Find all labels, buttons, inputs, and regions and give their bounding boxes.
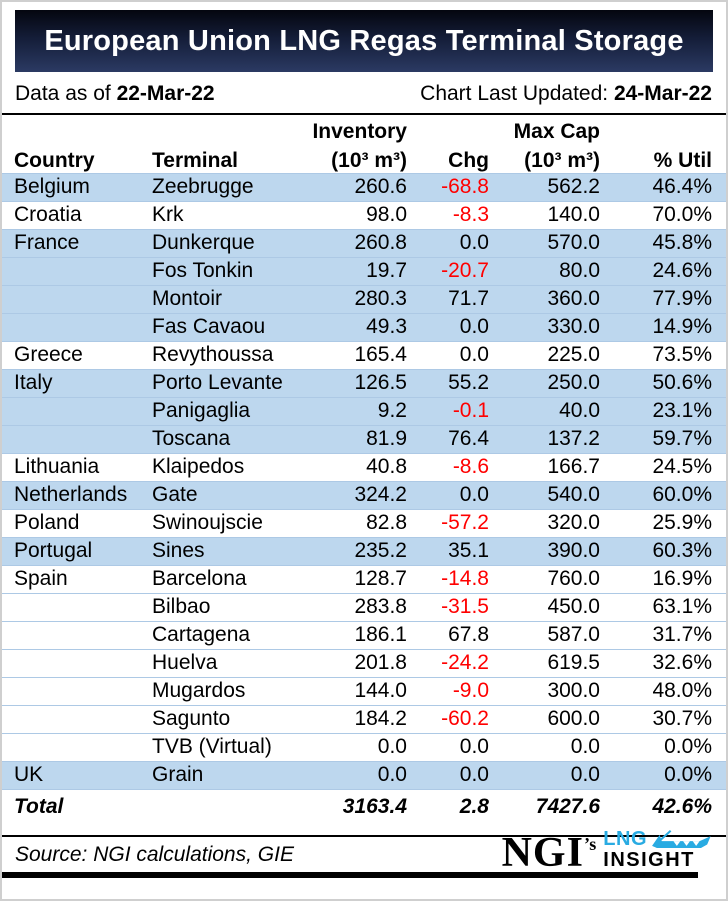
maxcap-cell: 137.2 — [547, 427, 600, 450]
country-cell — [2, 425, 140, 453]
util-cell: 14.9% — [652, 315, 712, 338]
chg-cell: -31.5 — [441, 595, 489, 618]
col-inventory-title: Inventory — [312, 120, 407, 143]
inventory-cell: 9.2 — [377, 399, 407, 422]
terminal-cell: Klaipedos — [152, 455, 245, 478]
terminal-cell: Revythoussa — [152, 343, 274, 366]
util-cell: 77.9% — [652, 287, 712, 310]
util-cell: 23.1% — [652, 399, 712, 422]
util-cell: 30.7% — [652, 707, 712, 730]
table-row — [2, 565, 726, 593]
inventory-cell: 280.3 — [354, 287, 407, 310]
table-row — [2, 649, 726, 677]
util-cell: 0.0% — [664, 735, 712, 758]
terminal-cell: Mugardos — [152, 679, 246, 702]
terminal-cell: Cartagena — [152, 623, 251, 646]
ngi-wordmark: $NGI^{’s}$ — [501, 829, 597, 876]
footer — [15, 828, 712, 876]
country-cell — [2, 397, 140, 425]
table-row — [2, 341, 726, 369]
maxcap-cell: 0.0 — [570, 735, 600, 758]
inventory-cell: 184.2 — [354, 707, 407, 730]
terminal-cell: Bilbao — [152, 595, 211, 618]
table-row — [2, 705, 726, 733]
country-cell: Portugal — [14, 539, 93, 562]
chg-cell: 0.0 — [459, 735, 489, 758]
total-util: 42.6% — [652, 795, 712, 818]
chg-cell: 0.0 — [459, 343, 489, 366]
terminal-cell: Krk — [152, 203, 184, 226]
util-cell: 16.9% — [652, 567, 712, 590]
terminal-cell: Huelva — [152, 651, 218, 674]
data-as-of — [15, 82, 215, 106]
inventory-cell: 260.6 — [354, 175, 407, 198]
chg-cell: 35.1 — [448, 539, 489, 562]
country-cell — [2, 257, 140, 285]
maxcap-cell: 450.0 — [547, 595, 600, 618]
maxcap-cell: 600.0 — [547, 707, 600, 730]
inventory-cell: 0.0 — [377, 735, 407, 758]
util-cell: 31.7% — [652, 623, 712, 646]
maxcap-cell: 80.0 — [559, 259, 600, 282]
country-cell: Italy — [14, 371, 53, 394]
country-cell: Netherlands — [14, 483, 128, 506]
table-row — [2, 369, 726, 397]
inventory-cell: 40.8 — [366, 455, 407, 478]
terminal-cell: Toscana — [152, 427, 231, 450]
insight-label: INSIGHT — [603, 849, 695, 871]
lng-ship-icon — [650, 829, 712, 849]
terminal-cell: Dunkerque — [152, 231, 255, 254]
terminal-cell: Fas Cavaou — [152, 315, 266, 338]
maxcap-cell: 587.0 — [547, 623, 600, 646]
chg-cell: 67.8 — [448, 623, 489, 646]
chg-cell: -60.2 — [441, 707, 489, 730]
total-row — [2, 789, 726, 824]
country-cell — [2, 705, 140, 733]
util-cell: 45.8% — [652, 231, 712, 254]
util-cell: 70.0% — [652, 203, 712, 226]
chg-cell: 71.7 — [448, 287, 489, 310]
last-updated-label: Chart Last Updated: — [420, 82, 614, 105]
col-util-header: % Util — [653, 148, 712, 172]
table-row — [2, 537, 726, 565]
maxcap-cell: 300.0 — [547, 679, 600, 702]
util-cell: 63.1% — [652, 595, 712, 618]
inventory-cell: 19.7 — [366, 259, 407, 282]
inventory-cell: 165.4 — [354, 343, 407, 366]
util-cell: 0.0% — [664, 763, 712, 786]
table-row — [2, 621, 726, 649]
inventory-cell: 201.8 — [354, 651, 407, 674]
maxcap-cell: 760.0 — [547, 567, 600, 590]
total-maxcap: 7427.6 — [535, 795, 600, 818]
table-header — [2, 115, 726, 173]
country-cell: Spain — [14, 567, 68, 590]
country-cell — [2, 649, 140, 677]
util-cell: 24.6% — [652, 259, 712, 282]
chg-cell: -8.3 — [452, 203, 489, 226]
table-row — [2, 453, 726, 481]
terminal-cell: Montoir — [152, 287, 223, 310]
col-maxcap-title: Max Cap — [513, 120, 600, 143]
country-cell — [2, 313, 140, 341]
inventory-cell: 98.0 — [366, 203, 407, 226]
inventory-cell: 260.8 — [354, 231, 407, 254]
chg-cell: 0.0 — [459, 483, 489, 506]
table-row — [2, 257, 726, 285]
country-cell — [2, 677, 140, 705]
maxcap-cell: 0.0 — [570, 763, 600, 786]
inventory-cell: 235.2 — [354, 539, 407, 562]
maxcap-cell: 140.0 — [547, 203, 600, 226]
maxcap-cell: 360.0 — [547, 287, 600, 310]
table-row — [2, 733, 726, 761]
source-note: Source: NGI calculations, GIE — [15, 843, 294, 866]
terminal-cell: Sines — [152, 539, 205, 562]
table-row — [2, 509, 726, 537]
maxcap-cell: 225.0 — [547, 343, 600, 366]
last-updated-value: 24-Mar-22 — [613, 82, 712, 105]
chg-cell: 0.0 — [459, 763, 489, 786]
chg-cell: -0.1 — [452, 399, 489, 422]
country-cell — [2, 285, 140, 313]
table-row — [2, 761, 726, 789]
util-cell: 25.9% — [652, 511, 712, 534]
table-row — [2, 285, 726, 313]
maxcap-cell: 320.0 — [547, 511, 600, 534]
maxcap-cell: 330.0 — [547, 315, 600, 338]
table-row — [2, 425, 726, 453]
table-row — [2, 173, 726, 201]
chg-cell: 0.0 — [459, 315, 489, 338]
total-inventory: 3163.4 — [342, 795, 407, 818]
maxcap-cell: 250.0 — [547, 371, 600, 394]
date-row — [15, 82, 712, 106]
inventory-cell: 144.0 — [354, 679, 407, 702]
col-country-header: Country — [14, 148, 95, 172]
country-cell: UK — [14, 763, 44, 786]
table-row — [2, 397, 726, 425]
chg-cell: 76.4 — [448, 427, 489, 450]
terminal-cell: Gate — [152, 483, 198, 506]
maxcap-cell: 619.5 — [547, 651, 600, 674]
terminal-cell: TVB (Virtual) — [152, 735, 272, 758]
inventory-cell: 0.0 — [377, 763, 407, 786]
inventory-cell: 81.9 — [366, 427, 407, 450]
header-units-row — [2, 115, 726, 144]
chg-cell: -9.0 — [452, 679, 489, 702]
inventory-cell: 128.7 — [354, 567, 407, 590]
table-row — [2, 677, 726, 705]
chg-cell: -24.2 — [441, 651, 489, 674]
table-row — [2, 229, 726, 257]
country-cell: Lithuania — [14, 455, 100, 478]
util-cell: 73.5% — [652, 343, 712, 366]
inventory-cell: 186.1 — [354, 623, 407, 646]
chg-cell: 55.2 — [448, 371, 489, 394]
maxcap-cell: 166.7 — [547, 455, 600, 478]
ngi-apostrophe-s: ’s — [583, 833, 597, 854]
total-chg: 2.8 — [459, 795, 489, 818]
lng-label: LNG — [603, 828, 647, 850]
maxcap-cell: 390.0 — [547, 539, 600, 562]
country-cell: Greece — [14, 343, 83, 366]
data-as-of-value: 22-Mar-22 — [116, 82, 215, 105]
chg-cell: -14.8 — [441, 567, 489, 590]
bottom-bar — [2, 872, 698, 878]
page-title: European Union LNG Regas Terminal Storage — [44, 24, 684, 57]
terminal-cell: Barcelona — [152, 567, 247, 590]
chg-cell: 0.0 — [459, 231, 489, 254]
lng-insight-stack — [603, 829, 712, 870]
country-cell — [2, 593, 140, 621]
inventory-cell: 283.8 — [354, 595, 407, 618]
util-cell: 60.3% — [652, 539, 712, 562]
util-cell: 46.4% — [652, 175, 712, 198]
util-cell: 60.0% — [652, 483, 712, 506]
col-maxcap-units: (10³ m³) — [524, 148, 600, 172]
inventory-cell: 126.5 — [354, 371, 407, 394]
table-row — [2, 593, 726, 621]
util-cell: 48.0% — [652, 679, 712, 702]
last-updated — [420, 82, 712, 106]
terminal-cell: Panigaglia — [152, 399, 251, 422]
maxcap-cell: 570.0 — [547, 231, 600, 254]
title-bar — [15, 10, 713, 72]
country-cell: France — [14, 231, 80, 254]
country-cell: Belgium — [14, 175, 90, 198]
country-cell: Poland — [14, 511, 80, 534]
maxcap-cell: 540.0 — [547, 483, 600, 506]
terminal-cell: Swinoujscie — [152, 511, 263, 534]
header-labels-row — [2, 144, 726, 173]
terminal-cell: Porto Levante — [152, 371, 283, 394]
chg-cell: -20.7 — [441, 259, 489, 282]
total-label: Total — [14, 795, 64, 818]
chg-cell: -68.8 — [441, 175, 489, 198]
table-row — [2, 313, 726, 341]
terminal-cell: Grain — [152, 763, 204, 786]
country-cell — [2, 733, 140, 761]
table-body — [2, 173, 726, 789]
country-cell — [2, 621, 140, 649]
col-terminal-header: Terminal — [152, 148, 238, 172]
terminal-cell: Sagunto — [152, 707, 231, 730]
col-inventory-units: (10³ m³) — [331, 148, 407, 172]
data-as-of-label: Data as of — [15, 82, 117, 105]
col-chg-header: Chg — [448, 148, 489, 172]
util-cell: 32.6% — [652, 651, 712, 674]
util-cell: 50.6% — [652, 371, 712, 394]
table-row — [2, 201, 726, 229]
inventory-cell: 49.3 — [366, 315, 407, 338]
util-cell: 24.5% — [652, 455, 712, 478]
maxcap-cell: 562.2 — [547, 175, 600, 198]
util-cell: 59.7% — [652, 427, 712, 450]
country-cell: Croatia — [14, 203, 82, 226]
inventory-cell: 82.8 — [366, 511, 407, 534]
maxcap-cell: 40.0 — [559, 399, 600, 422]
chg-cell: -8.6 — [452, 455, 489, 478]
table-row — [2, 481, 726, 509]
storage-table — [2, 115, 726, 824]
chg-cell: -57.2 — [441, 511, 489, 534]
terminal-cell: Fos Tonkin — [152, 259, 254, 282]
terminal-cell: Zeebrugge — [152, 175, 254, 198]
ngi-lng-insight-logo — [501, 828, 712, 876]
inventory-cell: 324.2 — [354, 483, 407, 506]
